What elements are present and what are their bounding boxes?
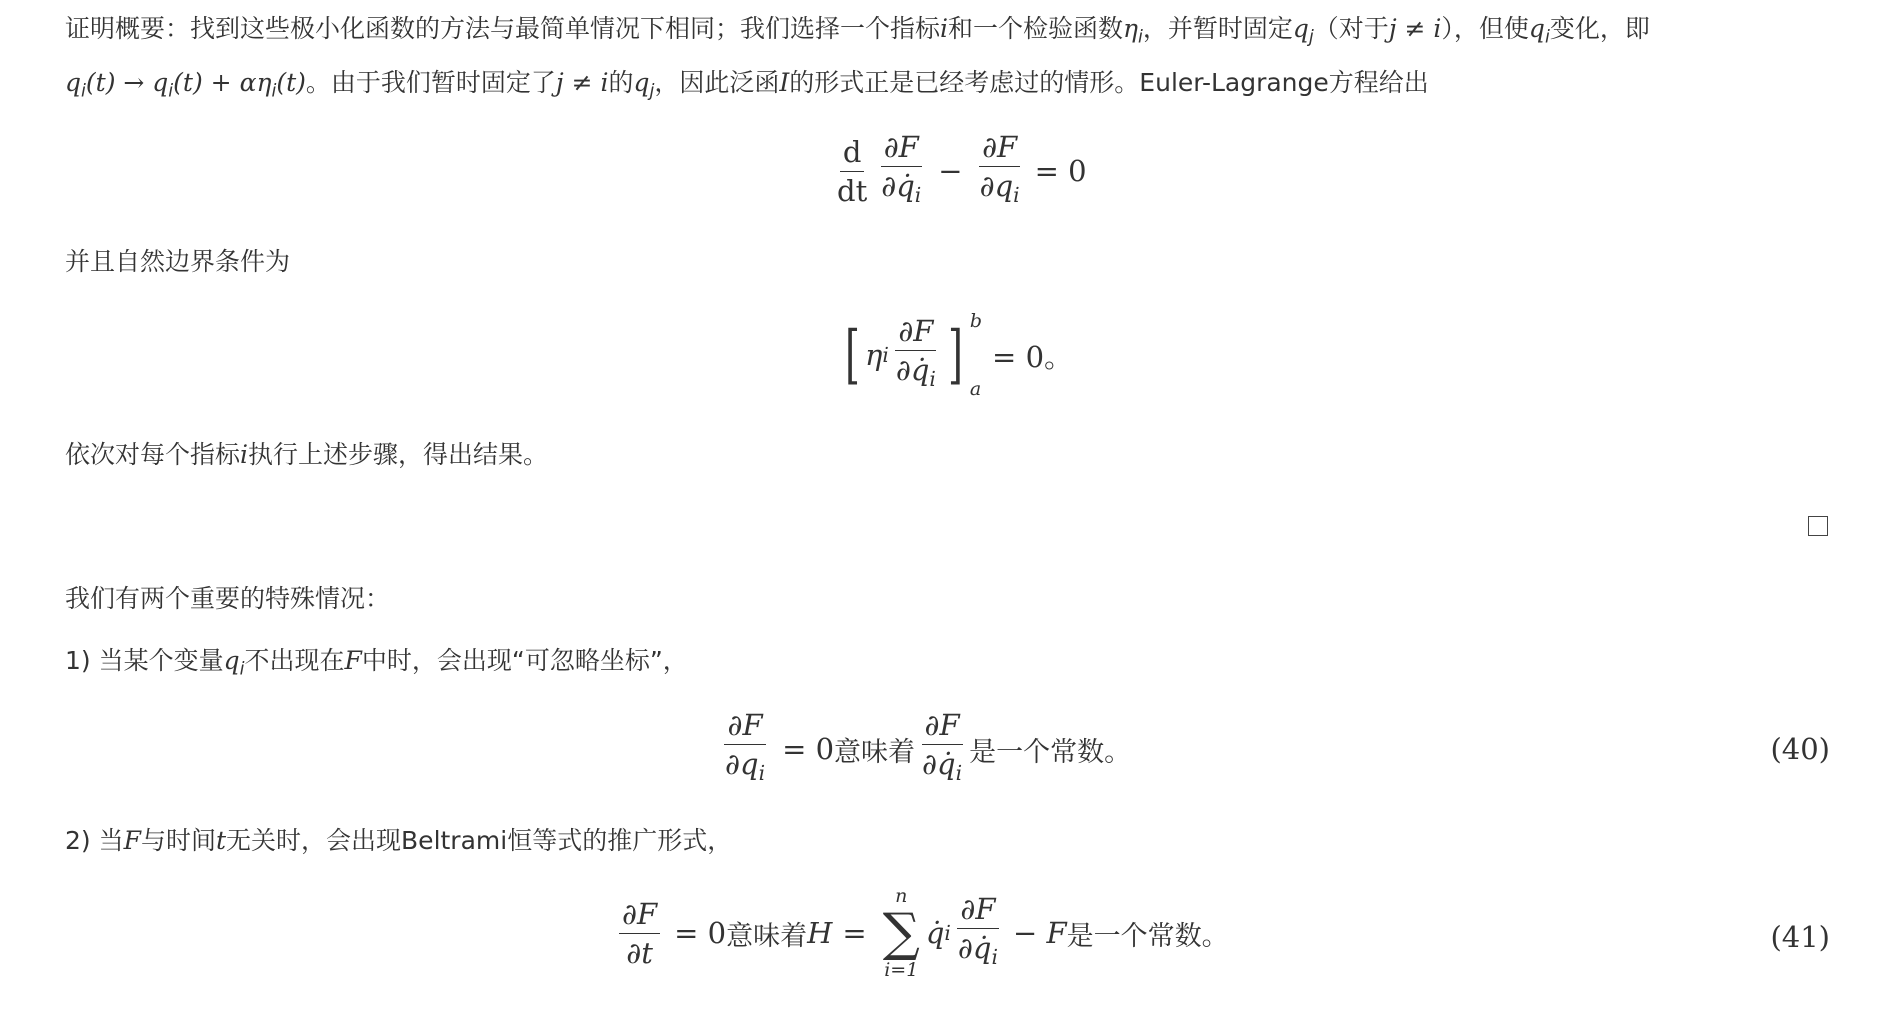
text: 的形式正是已经考虑过的情形。Euler-Lagrange方程给出: [789, 68, 1429, 97]
means-text: 意味着: [834, 736, 916, 768]
math-F: F: [123, 826, 141, 855]
sub-i: i: [882, 343, 889, 367]
denominator: dt: [837, 173, 868, 208]
text: ），但使: [1441, 14, 1529, 43]
math-eta: η: [864, 338, 883, 372]
denominator: ∂t: [626, 935, 653, 970]
math-q: q: [1292, 14, 1309, 43]
fraction-dF-dqdot: [919, 708, 965, 790]
denominator: [919, 745, 965, 790]
text: ，因此泛函: [654, 68, 780, 97]
proof-sketch-line-1: [65, 12, 1650, 54]
sub-i: i: [1544, 27, 1550, 48]
left-bracket: [: [844, 318, 860, 392]
partial-q: ∂q: [725, 747, 759, 781]
equals-zero: = 0: [674, 916, 727, 950]
proof-sketch-line-2: [65, 66, 1429, 108]
case-2-text: [65, 824, 732, 858]
qed-box-icon: [1808, 516, 1828, 536]
math-expr: (t) + αη: [173, 68, 272, 97]
minus-F: − F: [1012, 916, 1067, 950]
euler-lagrange-equation: [830, 130, 1097, 212]
numerator: ∂F: [957, 892, 998, 929]
equation-41: [615, 885, 1229, 981]
two-cases-text: 我们有两个重要的特殊情况：: [65, 584, 391, 613]
text: ，并暂时固定: [1142, 14, 1293, 43]
math-qdot: q̇: [925, 916, 945, 950]
sub-i: i: [239, 659, 245, 680]
means-text: 意味着: [726, 920, 808, 952]
partial-qdot: ∂q̇: [957, 930, 992, 965]
fraction-dF-dq: [977, 130, 1023, 212]
natural-boundary-text: 并且自然边界条件为: [65, 247, 291, 276]
text: 2) 当: [65, 826, 124, 855]
sub-i: i: [168, 81, 174, 102]
sub-i: i: [271, 81, 277, 102]
text: 变化，即: [1549, 14, 1650, 43]
constant-text: 是一个常数。: [969, 736, 1132, 768]
text: 1) 当某个变量: [65, 646, 224, 675]
minus-sign: −: [938, 154, 963, 189]
sub-i: i: [944, 921, 951, 945]
sub-i: i: [1013, 183, 1020, 208]
math-F: F: [344, 646, 362, 675]
math-q: q: [223, 646, 240, 675]
sub-j: j: [649, 81, 655, 102]
fraction-dF-dqdot: [955, 892, 1001, 974]
math-I: I: [779, 68, 790, 97]
partial-q: ∂q: [979, 169, 1014, 203]
constant-text: 是一个常数。: [1066, 920, 1229, 952]
math-H: H: [807, 916, 833, 950]
partial-qdot: ∂q̇: [895, 352, 930, 387]
equals-sign: =: [842, 916, 867, 950]
fraction-dF-dq: [722, 708, 768, 790]
math-q: q: [633, 68, 650, 97]
equation-40: [718, 708, 1131, 790]
numerator: ∂F: [922, 708, 963, 745]
fraction-d-dt: [834, 135, 870, 208]
repeat-each-index-text: [65, 438, 548, 472]
right-bracket: ]: [947, 318, 963, 392]
equals-zero: = 0。: [992, 339, 1074, 374]
partial-qdot: ∂q̇: [922, 747, 956, 781]
equation-number-40: (40): [1770, 732, 1830, 766]
math-i: i: [240, 440, 249, 469]
lower-limit: a: [969, 378, 982, 400]
numerator: ∂F: [895, 314, 936, 351]
text: 中时，会出现“可忽略坐标”，: [361, 646, 688, 675]
numerator: ∂F: [619, 897, 660, 934]
math-q: q: [1528, 14, 1545, 43]
text: 依次对每个指标: [65, 440, 241, 469]
numerator: ∂F: [881, 130, 922, 167]
math-t: t: [215, 826, 227, 855]
sub-i: i: [1138, 27, 1143, 48]
sub-i: i: [929, 367, 936, 392]
math-eta: η: [1123, 14, 1139, 43]
math-j-neq-i: j ≠ i: [555, 68, 609, 97]
text: 。由于我们暂时固定了: [305, 68, 556, 97]
sub-i: i: [955, 761, 963, 786]
equation-number-41: (41): [1770, 920, 1830, 954]
denominator: [977, 167, 1023, 212]
math-q: q: [65, 68, 82, 97]
sub-i: i: [991, 945, 998, 970]
equals-zero: = 0: [782, 732, 835, 767]
math-expr: (t): [276, 68, 306, 97]
sub-i: i: [81, 81, 86, 102]
text: 无关时，会出现Beltrami恒等式的推广形式，: [226, 826, 733, 855]
sigma-symbol: ∑: [882, 903, 920, 963]
sub-j: j: [1308, 27, 1314, 48]
evaluation-limits: [970, 310, 982, 400]
text: （对于: [1313, 14, 1389, 43]
case-1-text: [65, 644, 688, 686]
numerator: d: [840, 135, 865, 172]
numerator: ∂F: [724, 708, 765, 745]
denominator: [878, 167, 924, 212]
text: 证明概要：找到这些极小化函数的方法与最简单情况下相同；我们选择一个指标: [65, 14, 941, 43]
sum-lower-limit: i=1: [884, 959, 919, 981]
text: 不出现在: [244, 646, 345, 675]
numerator: ∂F: [979, 130, 1020, 167]
denominator: [893, 351, 939, 396]
fraction-dF-dt: [619, 897, 660, 970]
text: 的: [608, 68, 634, 97]
text: 执行上述步骤，得出结果。: [248, 440, 549, 469]
partial-qdot: ∂q̇: [881, 169, 915, 203]
sum-upper-limit: n: [895, 885, 908, 907]
summation: [883, 885, 920, 981]
denominator: [955, 929, 1001, 974]
math-j-neq-i: j ≠ i: [1388, 14, 1442, 43]
denominator: [722, 745, 768, 790]
equals-zero: = 0: [1034, 154, 1087, 189]
upper-limit: b: [969, 310, 983, 332]
sub-i: i: [914, 183, 922, 208]
math-expr: (t) → q: [85, 68, 169, 97]
sub-i: i: [758, 761, 766, 786]
text: 和一个检验函数: [948, 14, 1124, 43]
math-i: i: [940, 14, 949, 43]
boundary-condition-equation: [840, 310, 1083, 400]
fraction-dF-dqdot: [878, 130, 924, 212]
fraction-dF-dqdot: [893, 314, 939, 396]
text: 与时间: [140, 826, 216, 855]
